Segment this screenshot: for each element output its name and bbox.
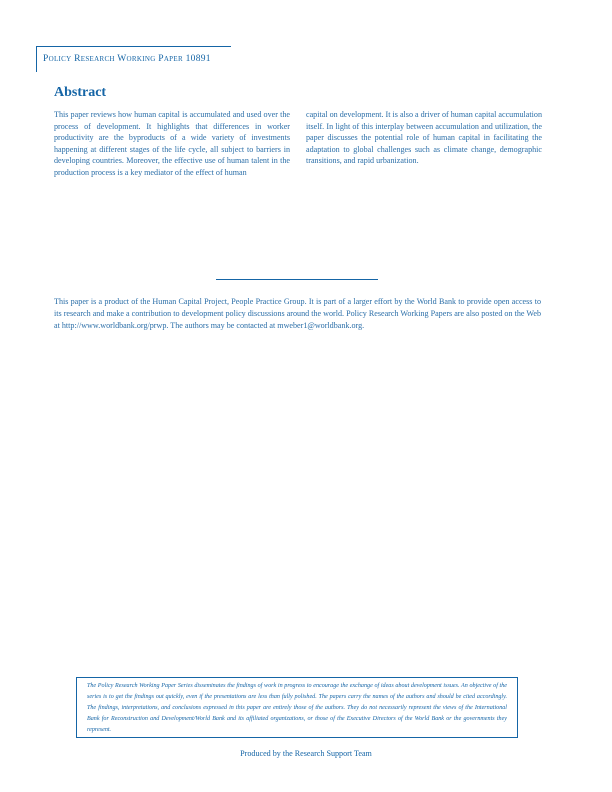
abstract-heading: Abstract: [54, 85, 107, 100]
series-label: Policy Research Working Paper 10891: [43, 54, 211, 64]
footer-credit: Produced by the Research Support Team: [240, 749, 372, 758]
disclaimer-box: [76, 677, 518, 738]
disclaimer-text: The Policy Research Working Paper Series disseminates the findings of work in progress to encourage the exchange of ideas about development issues. An objective of the series is to get the findings out quickly, even if the presentations are less than fully polished. The papers carry the names of the authors and should be cited accordingly. The findings, interpretations, and conclusions expressed in this paper are entirely those of the authors. They do not necessarily represent the views of the International Bank for Reconstruction and Development/World Bank and its affiliated organizations, or those of the Executive Directors of the World Bank or the governments they represent.: [87, 683, 507, 733]
abstract-right-column: capital on development. It is also a driver of human capital accumulation itself. In light of this interplay between accumulation and utilization, the paper discusses the potential role of human capital in facilitating the adaptation to global challenges such as climate change, demographic transitions, and rapid urbanization.: [306, 110, 542, 166]
product-note: This paper is a product of the Human Capital Project, People Practice Group. It is part of a larger effort by the World Bank to provide open access to its research and make a contribution to development policy discussions around the world. Policy Research Working Papers are also posted on the Web at http://www.worldbank.org/prwp. The authors may be contacted at mweber1@worldbank.org.: [54, 297, 541, 330]
series-header: [36, 46, 231, 72]
section-divider: [216, 279, 378, 280]
abstract-left-column: This paper reviews how human capital is accumulated and used over the process of development. It highlights that differences in worker productivity are the byproducts of a wide variety of investments happening at different stages of the life cycle, all subject to barriers in developing countries. Moreover, the effective use of human talent in the production process is a key mediator of the effect of human: [54, 110, 290, 177]
